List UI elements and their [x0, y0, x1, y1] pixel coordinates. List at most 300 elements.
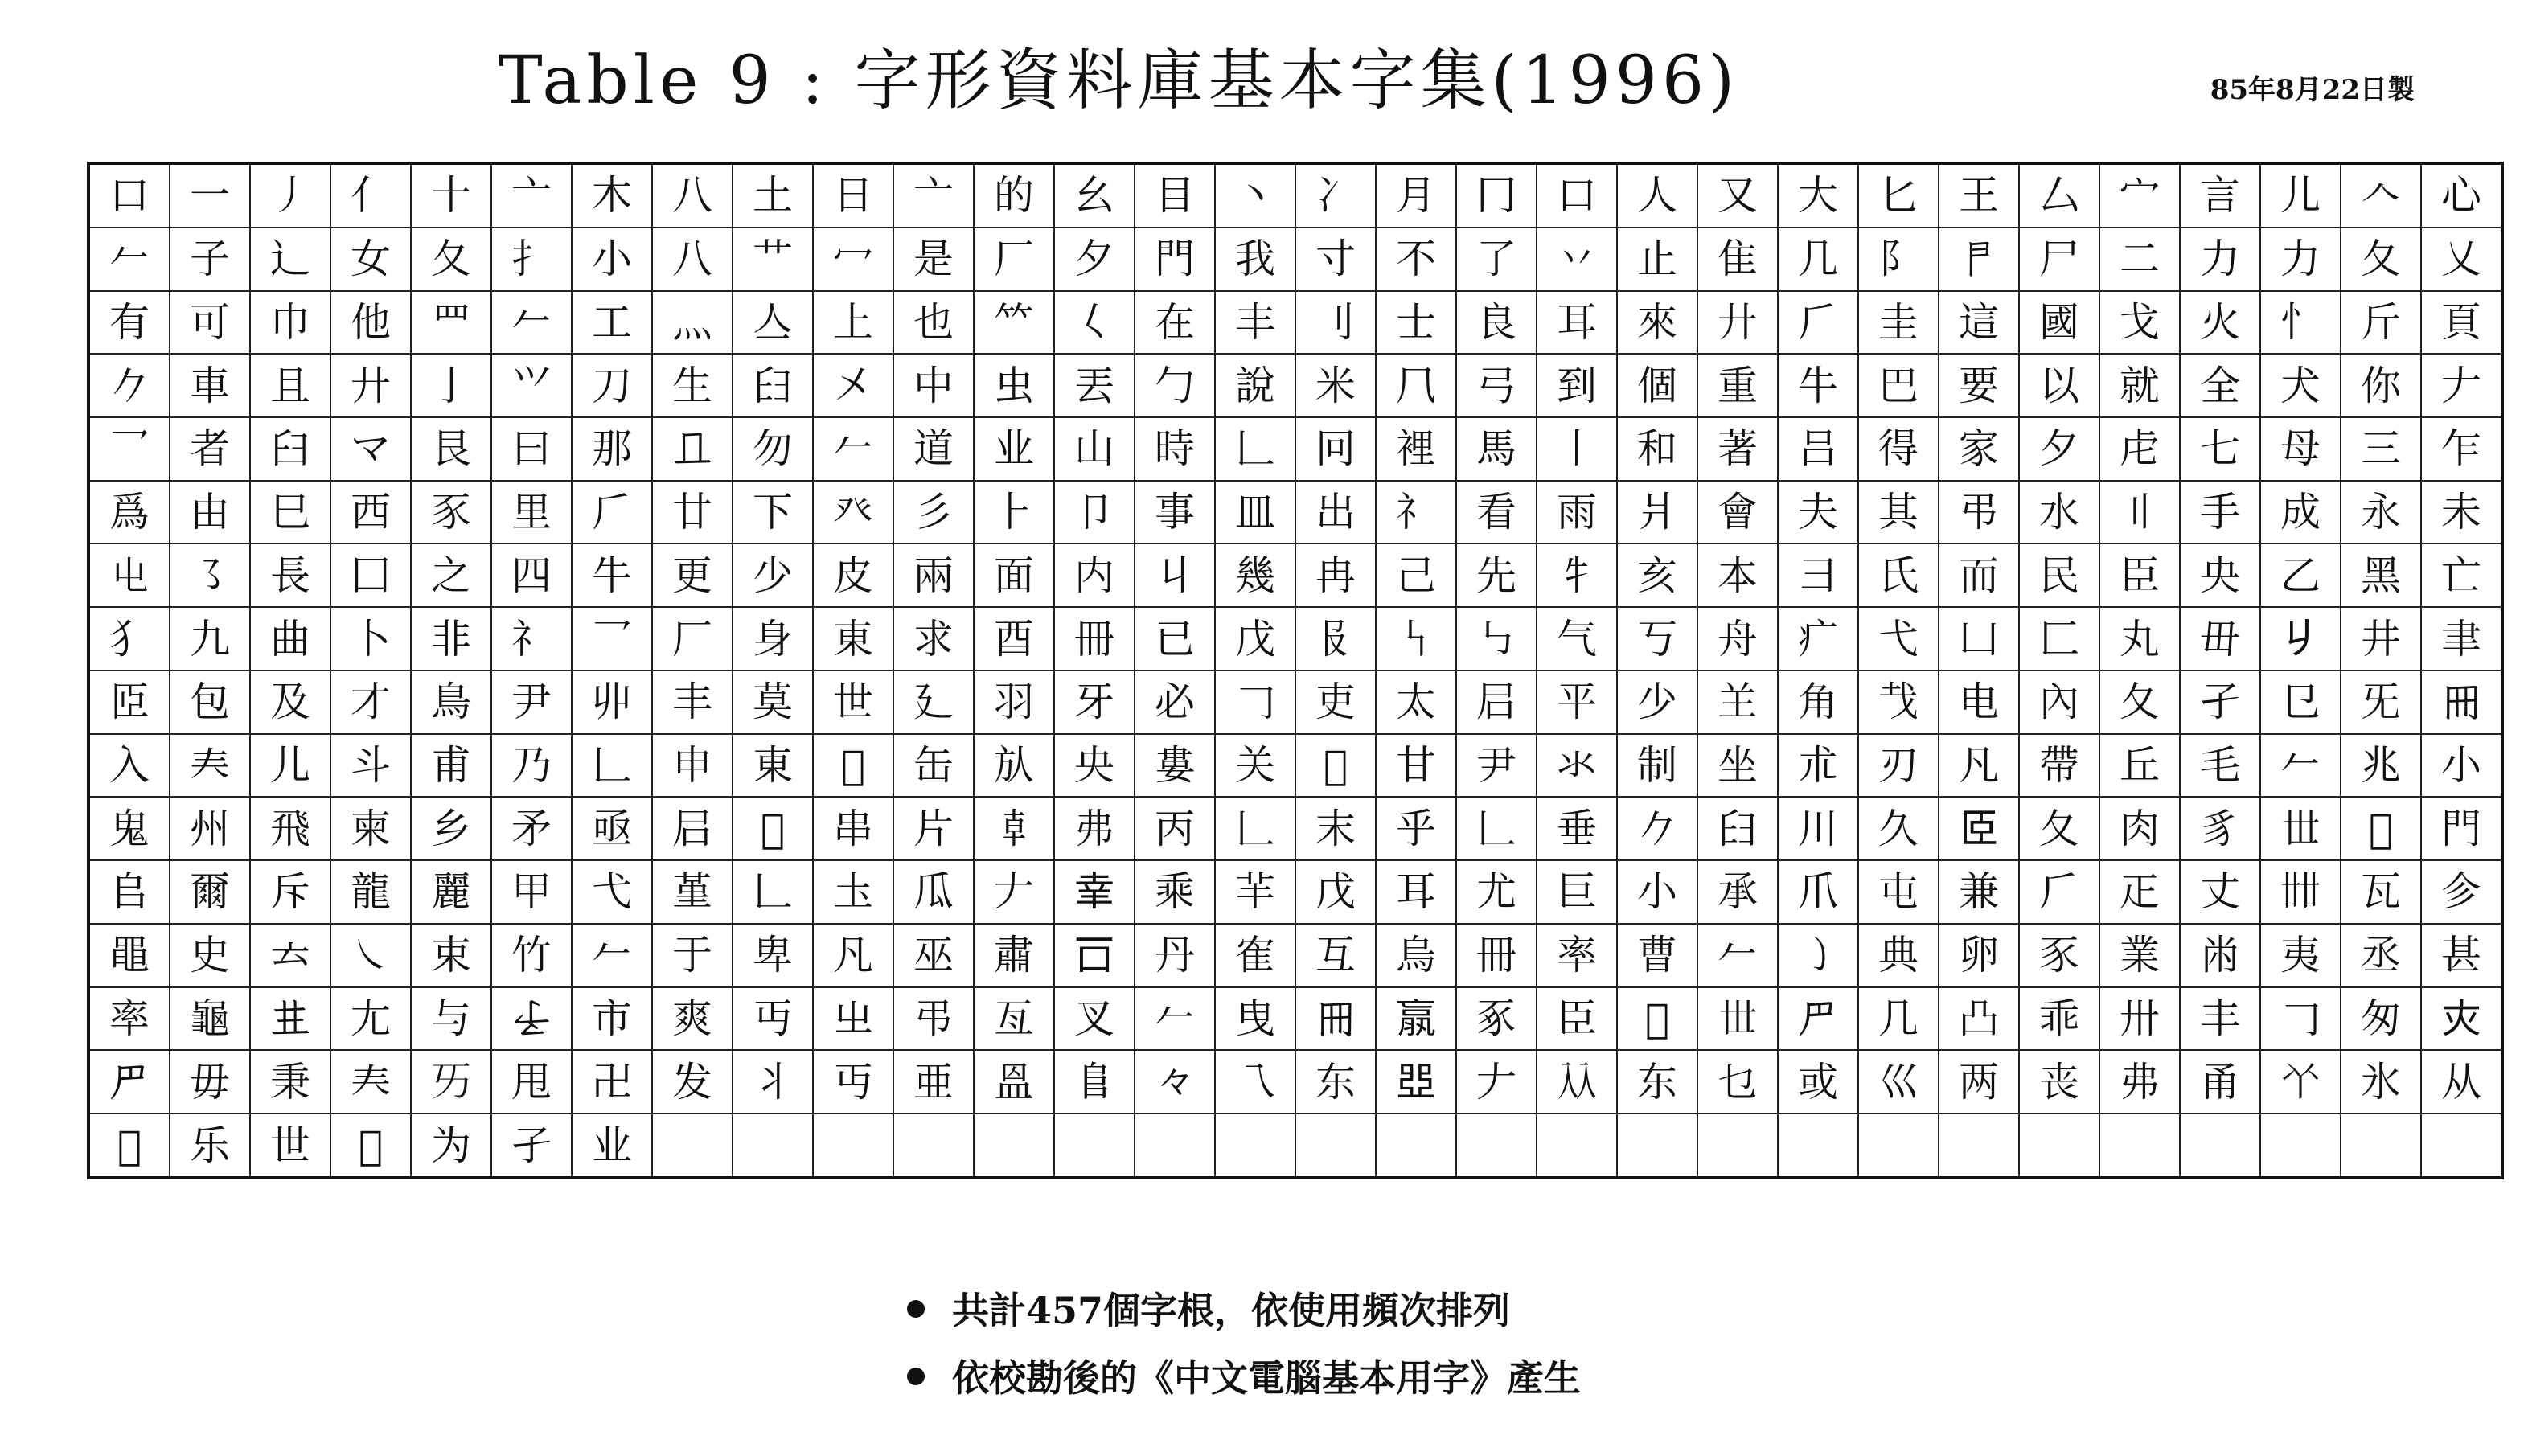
- radical-cell: マ: [330, 417, 411, 481]
- radical-cell: 弋: [1858, 607, 1939, 671]
- radical-cell: 𠬝: [1295, 607, 1376, 671]
- radical-cell: 凡: [813, 924, 893, 987]
- radical-cell: 乡: [411, 797, 491, 860]
- radical-cell: 乛: [88, 417, 170, 481]
- radical-cell: 夷: [2260, 924, 2341, 987]
- radical-cell: 四: [491, 543, 572, 607]
- radical-cell: 两: [1939, 1050, 2019, 1114]
- radical-cell: 圭: [1858, 291, 1939, 355]
- radical-cell: 几: [1778, 228, 1858, 291]
- radical-cell: 之: [411, 543, 491, 607]
- radical-cell: 束: [411, 924, 491, 987]
- radical-cell: 米: [1295, 354, 1376, 417]
- radical-cell: 𠃊: [1456, 797, 1537, 860]
- radical-cell: 非: [411, 607, 491, 671]
- radical-cell: 㔾: [2260, 671, 2341, 734]
- radical-cell: 在: [1135, 291, 1215, 355]
- radical-cell: 乙: [2260, 543, 2341, 607]
- radical-cell: 會: [1697, 481, 1778, 544]
- radical-cell: 東: [733, 734, 813, 798]
- radical-cell: 氷: [2341, 1050, 2421, 1114]
- radical-cell: 甩: [491, 1050, 572, 1114]
- radical-cell: 亜: [893, 1050, 974, 1114]
- radical-cell: 三: [2341, 417, 2421, 481]
- radical-cell: 角: [1778, 671, 1858, 734]
- page-title: [499, 37, 1739, 125]
- radical-cell: 業: [2099, 924, 2180, 987]
- radical-cell: 乁: [1215, 1050, 1295, 1114]
- radical-cell: 面: [974, 543, 1054, 607]
- table-row: [88, 924, 2502, 987]
- radical-cell: 𠫓: [250, 924, 330, 987]
- radical-cell: 忄: [2260, 291, 2341, 355]
- radical-cell: 尸: [2019, 228, 2099, 291]
- radical-cell: 甲: [491, 860, 572, 924]
- radical-cell: 扌: [491, 228, 572, 291]
- radical-cell: 丞: [2341, 924, 2421, 987]
- radical-cell: 牛: [572, 543, 652, 607]
- radical-cell: 𥫗: [974, 291, 1054, 355]
- radical-cell: 弗: [1054, 797, 1135, 860]
- radical-cell: 臣: [1537, 987, 1617, 1051]
- radical-cell: 卑: [733, 924, 813, 987]
- empty-cell: [1376, 1114, 1456, 1178]
- radical-cell: 弔: [1939, 481, 2019, 544]
- radical-cell: 亻: [330, 163, 411, 228]
- radical-cell: 其: [1858, 481, 1939, 544]
- radical-cell: 少: [1617, 671, 1697, 734]
- radical-cell: 电: [1939, 671, 2019, 734]
- empty-cell: [2341, 1114, 2421, 1178]
- radical-cell: 下: [733, 481, 813, 544]
- radical-cell: 烏: [1376, 924, 1456, 987]
- notes-list: [907, 1277, 1581, 1412]
- radical-cell: 乍: [2421, 417, 2502, 481]
- radical-cell: 𠂇: [2421, 354, 2502, 417]
- radical-cell: 𠃊: [733, 860, 813, 924]
- radical-cell: 氺: [1537, 734, 1617, 798]
- radical-cell: 八: [652, 163, 733, 228]
- radical-cell: 小: [572, 228, 652, 291]
- radical-cell: 弔: [893, 987, 974, 1051]
- radical-cell: 𭕄: [491, 354, 572, 417]
- bullet-icon: [907, 1300, 925, 1318]
- radical-cell: 制: [1617, 734, 1697, 798]
- radical-cell: 灬: [652, 291, 733, 355]
- radical-cell: 辶: [250, 228, 330, 291]
- radical-cell: 氏: [1858, 543, 1939, 607]
- radical-cell: 一: [170, 163, 250, 228]
- radical-cell: 𠆆: [88, 1114, 170, 1178]
- radical-cell: 少: [733, 543, 813, 607]
- empty-cell: [652, 1114, 733, 1178]
- radical-cell: 這: [1939, 291, 2019, 355]
- radical-cell: ㇏: [330, 924, 411, 987]
- radical-cell: 止: [1617, 228, 1697, 291]
- radical-cell: 水: [2019, 481, 2099, 544]
- radical-cell: 𠀃: [652, 417, 733, 481]
- radical-cell: 皿: [1215, 481, 1295, 544]
- radical-cell: 來: [1617, 291, 1697, 355]
- radical-cell: 亠: [491, 163, 572, 228]
- radical-cell: 𦊰: [2341, 797, 2421, 860]
- radical-cell: 𠂉: [491, 291, 572, 355]
- table-row: [88, 291, 2502, 355]
- radical-cell: 廾: [1697, 291, 1778, 355]
- radical-cell: 兩: [893, 543, 974, 607]
- radical-cell: 甚: [2421, 924, 2502, 987]
- radical-cell: 兼: [1939, 860, 2019, 924]
- radical-cell: 𠀍: [1697, 987, 1778, 1051]
- radical-cell: 和: [1617, 417, 1697, 481]
- radical-cell: 說: [1215, 354, 1295, 417]
- radical-cell: ㇉: [1456, 607, 1537, 671]
- radical-cell: 巳: [250, 481, 330, 544]
- radical-cell: 亥: [1617, 543, 1697, 607]
- radical-cell: 𡴀: [733, 797, 813, 860]
- radical-cell: 木: [572, 163, 652, 228]
- radical-cell: 平: [1537, 671, 1617, 734]
- radical-cell: 裡: [1376, 417, 1456, 481]
- radical-cell: 亠: [893, 163, 974, 228]
- radical-cell: 生: [652, 354, 733, 417]
- radical-cell: 囗: [330, 543, 411, 607]
- radical-cell: 夂: [2099, 671, 2180, 734]
- radical-cell: 𠂤: [88, 860, 170, 924]
- radical-cell: 𠂦: [813, 734, 893, 798]
- empty-cell: [893, 1114, 974, 1178]
- radical-cell: 𠂆: [1778, 291, 1858, 355]
- radical-cell: 承: [1697, 860, 1778, 924]
- radical-cell: 麗: [411, 860, 491, 924]
- radical-cell: 臣: [2099, 543, 2180, 607]
- radical-cell: 𡗜: [2421, 987, 2502, 1051]
- radical-cell: 才: [330, 671, 411, 734]
- radical-cell: 州: [170, 797, 250, 860]
- radical-cell: 永: [2341, 481, 2421, 544]
- radical-cell: 夂: [2341, 228, 2421, 291]
- empty-cell: [1939, 1114, 2019, 1178]
- radical-cell: 牛: [1778, 354, 1858, 417]
- radical-cell: 上: [813, 291, 893, 355]
- radical-cell: 不: [1376, 228, 1456, 291]
- radical-cell: 身: [733, 607, 813, 671]
- radical-cell: 己: [1376, 543, 1456, 607]
- radical-cell: 那: [572, 417, 652, 481]
- radical-cell: 𦍌: [1697, 671, 1778, 734]
- radical-cell: 巨: [1537, 860, 1617, 924]
- radical-cell: 𡗗: [170, 734, 250, 798]
- radical-cell: 家: [1939, 417, 2019, 481]
- table-row: [88, 860, 2502, 924]
- radical-cell: 𠂊: [1617, 797, 1697, 860]
- radical-cell: 毌: [2180, 607, 2260, 671]
- radical-cell: 聿: [2421, 607, 2502, 671]
- radical-cell: 㐱: [2421, 860, 2502, 924]
- radical-cell: 柬: [330, 797, 411, 860]
- radical-cell: 朮: [1778, 734, 1858, 798]
- radical-cell: 毛: [2180, 734, 2260, 798]
- radical-cell: 𠃊: [572, 734, 652, 798]
- radical-cell: 凸: [1939, 987, 2019, 1051]
- radical-cell: 丬: [733, 1050, 813, 1114]
- radical-cell: 你: [2341, 354, 2421, 417]
- radical-cell: 互: [1295, 924, 1376, 987]
- radical-cell: 丿: [250, 163, 330, 228]
- radical-cell: 巫: [893, 924, 974, 987]
- radical-cell: 吕: [1778, 417, 1858, 481]
- radical-cell: 𠦜: [2260, 860, 2341, 924]
- radical-cell: 先: [1456, 543, 1537, 607]
- radical-cell: 亼: [733, 291, 813, 355]
- radical-cell: 𦍒: [1054, 860, 1135, 924]
- radical-cell: 犭: [88, 607, 170, 671]
- radical-cell: 礻: [1376, 481, 1456, 544]
- radical-cell: 堇: [652, 860, 733, 924]
- radical-cell: 丩: [1135, 543, 1215, 607]
- radical-cell: 力: [2180, 228, 2260, 291]
- radical-cell: 九: [170, 607, 250, 671]
- radical-cell: 𠂉: [1135, 987, 1215, 1051]
- radical-cell: 宀: [2099, 163, 2180, 228]
- radical-table: [87, 162, 2504, 1179]
- radical-cell: 于: [652, 924, 733, 987]
- radical-cell: 𡳾: [88, 543, 170, 607]
- radical-cell: 大: [1778, 163, 1858, 228]
- radical-cell: 东: [1617, 1050, 1697, 1114]
- radical-cell: 𠂉: [572, 924, 652, 987]
- radical-cell: 手: [2180, 481, 2260, 544]
- radical-cell: 井: [2341, 607, 2421, 671]
- empty-cell: [2180, 1114, 2260, 1178]
- radical-cell: 車: [170, 354, 250, 417]
- radical-cell: 隹: [1697, 228, 1778, 291]
- note-text: 共計457個字根，依使用頻次排列: [952, 1289, 1511, 1332]
- radical-cell: 帶: [2019, 734, 2099, 798]
- radical-cell: 央: [1054, 734, 1135, 798]
- radical-cell: 𠃑: [1376, 607, 1456, 671]
- radical-cell: 𠃜: [1778, 987, 1858, 1051]
- radical-cell: 𡰪: [1456, 671, 1537, 734]
- radical-cell: 卍: [572, 1050, 652, 1114]
- radical-cell: 𦣝: [88, 671, 170, 734]
- radical-cell: 丧: [2019, 1050, 2099, 1114]
- radical-cell: 夫: [1778, 481, 1858, 544]
- radical-cell: 鳥: [411, 671, 491, 734]
- radical-cell: 𠂡: [330, 1114, 411, 1178]
- radical-cell: 八: [652, 228, 733, 291]
- radical-cell: 爿: [1617, 481, 1697, 544]
- radical-cell: ㇁: [1778, 924, 1858, 987]
- radical-cell: 率: [1537, 924, 1617, 987]
- radical-cell: 𡗗: [330, 1050, 411, 1114]
- radical-cell: 厂: [652, 607, 733, 671]
- radical-cell: 勹: [1135, 354, 1215, 417]
- radical-cell: 日: [813, 163, 893, 228]
- radical-cell: 丰: [652, 671, 733, 734]
- radical-cell: 𡰪: [652, 797, 733, 860]
- radical-cell: 斤: [2341, 291, 2421, 355]
- radical-cell: 丈: [2180, 860, 2260, 924]
- radical-cell: 申: [652, 734, 733, 798]
- radical-cell: 豸: [2180, 797, 2260, 860]
- radical-cell: 业: [974, 417, 1054, 481]
- radical-cell: 冂: [1456, 163, 1537, 228]
- radical-cell: 儿: [2260, 163, 2341, 228]
- radical-cell: 为: [411, 1114, 491, 1178]
- radical-cell: 𠃊: [1215, 417, 1295, 481]
- radical-cell: 爪: [1778, 860, 1858, 924]
- radical-cell: 冉: [1295, 543, 1376, 607]
- radical-cell: 匆: [2341, 987, 2421, 1051]
- radical-cell: 太: [1376, 671, 1456, 734]
- radical-cell: 母: [2260, 417, 2341, 481]
- radical-cell: 幺: [1054, 163, 1135, 228]
- radical-cell: 良: [1456, 291, 1537, 355]
- radical-cell: 缶: [893, 734, 974, 798]
- radical-cell: 片: [893, 797, 974, 860]
- radical-cell: 就: [2099, 354, 2180, 417]
- radical-cell: 的: [974, 163, 1054, 228]
- radical-cell: ㇌: [170, 543, 250, 607]
- radical-cell: 瓦: [2341, 860, 2421, 924]
- radical-cell: 兆: [2341, 734, 2421, 798]
- radical-cell: 心: [2421, 163, 2502, 228]
- radical-cell: 乜: [1697, 1050, 1778, 1114]
- note-text: 依校勘後的《中文電腦基本用字》產生: [952, 1356, 1581, 1400]
- radical-cell: 小: [2421, 734, 2502, 798]
- radical-cell: 垂: [1537, 797, 1617, 860]
- radical-cell: 莫: [733, 671, 813, 734]
- radical-cell: 世: [813, 671, 893, 734]
- radical-cell: 中: [893, 354, 974, 417]
- empty-cell: [1778, 1114, 1858, 1178]
- radical-cell: 㡀: [2180, 924, 2260, 987]
- radical-cell: 戈: [2099, 291, 2180, 355]
- radical-cell: 彐: [1778, 543, 1858, 607]
- radical-cell: 重: [1697, 354, 1778, 417]
- radical-cell: 从: [2421, 1050, 2502, 1114]
- radical-cell: 刀: [572, 354, 652, 417]
- radical-cell: 士: [1376, 291, 1456, 355]
- radical-cell: 疒: [1778, 607, 1858, 671]
- radical-cell: 飛: [250, 797, 330, 860]
- radical-cell: 夕: [2019, 417, 2099, 481]
- radical-cell: 〢: [2099, 481, 2180, 544]
- radical-cell: 曰: [491, 417, 572, 481]
- radical-cell: 夂: [2019, 797, 2099, 860]
- radical-cell: 西: [330, 481, 411, 544]
- radical-cell: 丹: [1135, 924, 1215, 987]
- radical-cell: 𠕁: [2421, 671, 2502, 734]
- radical-cell: 屯: [1858, 860, 1939, 924]
- radical-cell: 也: [893, 291, 974, 355]
- radical-cell: 𠂉: [88, 228, 170, 291]
- radical-cell: 亅: [411, 354, 491, 417]
- note-item: [907, 1277, 1581, 1344]
- production-date: 85年8月22日製: [2210, 74, 2415, 106]
- radical-cell: 乘: [1135, 860, 1215, 924]
- radical-cell: 𠂉: [813, 417, 893, 481]
- radical-cell: 門: [2421, 797, 2502, 860]
- radical-cell: 世: [250, 1114, 330, 1178]
- radical-cell: 者: [170, 417, 250, 481]
- table-row: [88, 481, 2502, 544]
- empty-cell: [1135, 1114, 1215, 1178]
- radical-cell: ⺊: [974, 481, 1054, 544]
- radical-cell: 典: [1858, 924, 1939, 987]
- radical-cell: 丰: [1215, 291, 1295, 355]
- radical-cell: 𣎆: [1376, 987, 1456, 1051]
- radical-cell: 厂: [974, 228, 1054, 291]
- radical-cell: 我: [1215, 228, 1295, 291]
- radical-cell: 成: [2260, 481, 2341, 544]
- radical-cell: 𥁕: [974, 1050, 1054, 1114]
- radical-cell: 乐: [170, 1114, 250, 1178]
- radical-cell: 爲: [88, 481, 170, 544]
- radical-cell: 甫: [411, 734, 491, 798]
- radical-cell: 𠘨: [1376, 354, 1456, 417]
- radical-cell: 門: [1135, 228, 1215, 291]
- radical-cell: 𠂉: [1697, 924, 1778, 987]
- radical-cell: 乖: [2019, 987, 2099, 1051]
- radical-cell: 丏: [813, 1050, 893, 1114]
- radical-cell: 𦣞: [1939, 797, 2019, 860]
- radical-cell: 斥: [250, 860, 330, 924]
- empty-cell: [1537, 1114, 1617, 1178]
- radical-cell: 𠃌: [1215, 671, 1295, 734]
- empty-cell: [1295, 1114, 1376, 1178]
- radical-cell: 亙: [974, 987, 1054, 1051]
- table-row: [88, 734, 2502, 798]
- empty-cell: [1617, 1114, 1697, 1178]
- radical-cell: 皮: [813, 543, 893, 607]
- radical-cell: 虫: [974, 354, 1054, 417]
- radical-cell: 内: [1054, 543, 1135, 607]
- radical-cell: 入: [88, 734, 170, 798]
- radical-cell: 𦍋: [1215, 860, 1295, 924]
- radical-cell: 工: [572, 291, 652, 355]
- radical-cell: 𠂇: [974, 860, 1054, 924]
- radical-cell: 吏: [1295, 671, 1376, 734]
- radical-cell: 阝: [1858, 228, 1939, 291]
- page-title-text: Table 9 : 字形資料庫基本字集(1996): [499, 43, 1740, 119]
- radical-cell: 夕: [1054, 228, 1135, 291]
- radical-cell: 𠂇: [1456, 1050, 1537, 1114]
- radical-cell: 戊: [1215, 607, 1295, 671]
- radical-cell: 人: [1617, 163, 1697, 228]
- radical-cell: 出: [1295, 481, 1376, 544]
- empty-cell: [1456, 1114, 1537, 1178]
- radical-cell: 王: [1939, 163, 2019, 228]
- radical-cell: 以: [2019, 354, 2099, 417]
- radical-cell: 𠂆: [2019, 860, 2099, 924]
- radical-cell: 二: [2099, 228, 2180, 291]
- radical-cell: 及: [250, 671, 330, 734]
- table-row: [88, 987, 2502, 1051]
- radical-cell: 串: [813, 797, 893, 860]
- radical-cell: 丶: [1215, 163, 1295, 228]
- radical-cell: 廾: [330, 354, 411, 417]
- radical-cell: 竹: [491, 924, 572, 987]
- radical-cell: 儿: [250, 734, 330, 798]
- radical-cell: 婁: [1135, 734, 1215, 798]
- radical-cell: 矛: [491, 797, 572, 860]
- empty-cell: [1697, 1114, 1778, 1178]
- radical-cell: 臼: [250, 417, 330, 481]
- radical-cell: 业: [572, 1114, 652, 1178]
- radical-cell: 寸: [1295, 228, 1376, 291]
